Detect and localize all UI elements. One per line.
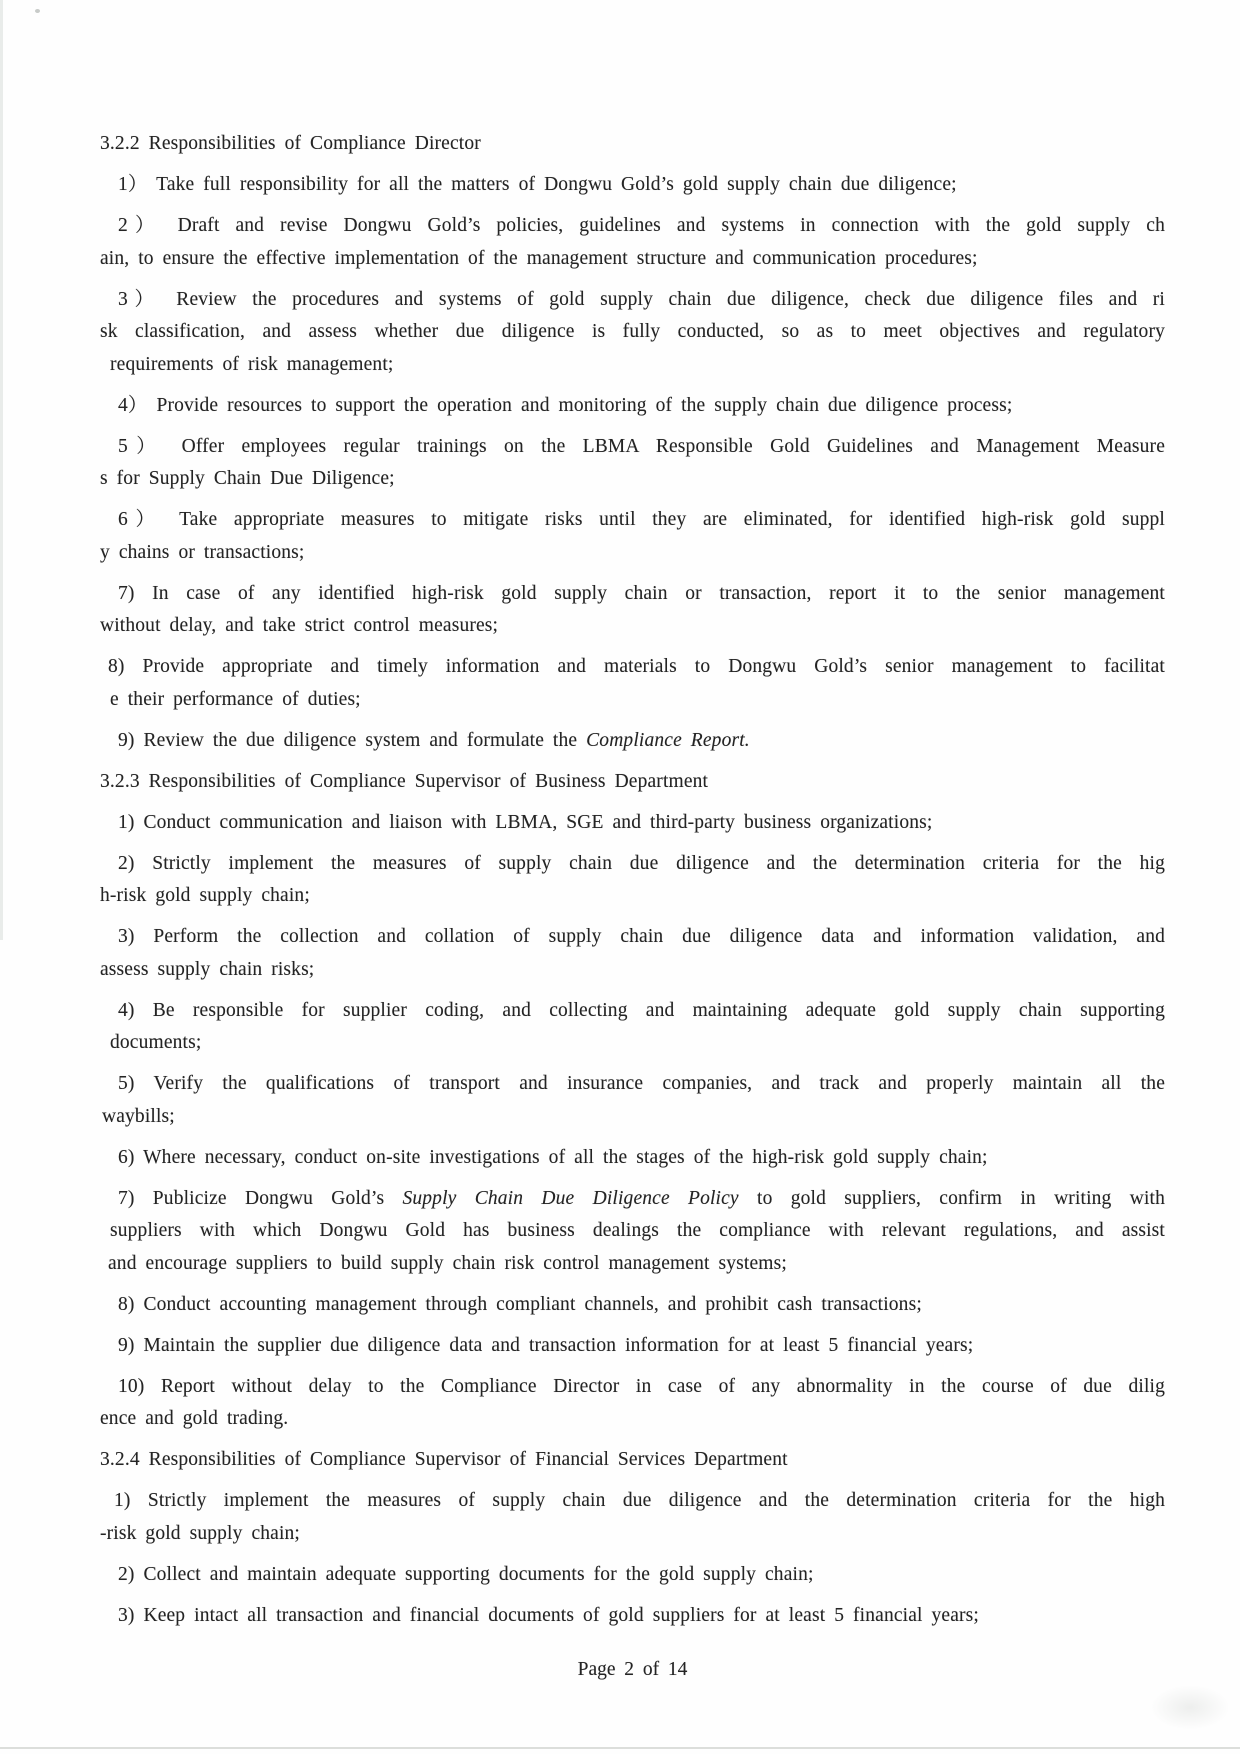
paragraph xyxy=(100,995,1165,1060)
text-line: 2) Strictly implement the measures of supply chain due diligence and the determination criteria for the hig xyxy=(118,852,1165,874)
document-body xyxy=(100,128,1165,1632)
text-line: e their performance of duties; xyxy=(110,688,361,710)
text-line: -risk gold supply chain; xyxy=(100,1522,300,1544)
text-line: s for Supply Chain Due Diligence; xyxy=(100,468,395,489)
paragraph xyxy=(100,1289,1165,1322)
text-line: 3) Keep intact all transaction and financial documents of gold suppliers for at least 5 financial years; xyxy=(118,1604,979,1626)
page-number: Page 2 of 14 xyxy=(577,1659,688,1680)
paragraph xyxy=(100,1142,1165,1175)
text-line: 5) Verify the qualifications of transport and insurance companies, and track and properly maintain all the xyxy=(118,1073,1165,1094)
text-line: waybills; xyxy=(102,1105,175,1127)
paragraph xyxy=(100,807,1165,840)
text-line: 3.2.3 Responsibilities of Compliance Supervisor of Business Department xyxy=(100,770,709,792)
text-line: 2） Draft and revise Dongwu Gold’s policies, guidelines and systems in connection with the gold supply ch xyxy=(118,215,1165,236)
paragraph xyxy=(100,504,1165,569)
text-line: 7) Publicize Dongwu Gold’s Supply Chain Due Diligence Policy to gold suppliers, confirm in writing with xyxy=(118,1187,1165,1209)
text-line: documents; xyxy=(110,1032,202,1053)
text-line: ence and gold trading. xyxy=(100,1408,289,1429)
paragraph xyxy=(100,1330,1165,1363)
text-line: h-risk gold supply chain; xyxy=(100,885,310,906)
text-line: assess supply chain risks; xyxy=(100,958,315,980)
text-line: 3.2.4 Responsibilities of Compliance Supervisor of Financial Services Department xyxy=(100,1449,788,1470)
text-line: y chains or transactions; xyxy=(100,541,305,563)
text-line: and encourage suppliers to build supply chain risk control management systems; xyxy=(108,1252,787,1274)
scan-smudge-artifact xyxy=(1150,1685,1230,1730)
scan-edge-artifact xyxy=(0,1747,1240,1749)
text-line: 9) Review the due diligence system and formulate the Compliance Report. xyxy=(118,729,750,751)
text-line: suppliers with which Dongwu Gold has business dealings the compliance with relevant regulations, and assist xyxy=(110,1220,1165,1241)
text-line: 3.2.2 Responsibilities of Compliance Director xyxy=(100,133,481,154)
paragraph xyxy=(100,1600,1165,1633)
paragraph xyxy=(100,1068,1165,1133)
text-line: 1） Take full responsibility for all the matters of Dongwu Gold’s gold supply chain due diligence; xyxy=(118,174,957,195)
text-line: ain, to ensure the effective implementation of the management structure and communication procedures; xyxy=(100,247,978,269)
text-line: 1) Strictly implement the measures of supply chain due diligence and the determination criteria for the high xyxy=(114,1490,1165,1511)
paragraph xyxy=(100,1371,1165,1436)
text-line: 4） Provide resources to support the operation and monitoring of the supply chain due diligence process; xyxy=(118,394,1013,416)
text-line: 3) Perform the collection and collation of supply chain due diligence data and information validation, and xyxy=(118,926,1165,947)
text-line: sk classification, and assess whether due diligence is fully conducted, so as to meet objectives and regulatory xyxy=(100,321,1165,342)
text-line: 4) Be responsible for supplier coding, and collecting and maintaining adequate gold supply chain supporting xyxy=(118,999,1165,1021)
text-line: 8) Conduct accounting management through compliant channels, and prohibit cash transactions; xyxy=(118,1293,922,1315)
paragraph xyxy=(100,578,1165,643)
paragraph xyxy=(100,210,1165,275)
text-line: 2) Collect and maintain adequate supporting documents for the gold supply chain; xyxy=(118,1563,814,1585)
paragraph xyxy=(100,1485,1165,1550)
text-line: 6） Take appropriate measures to mitigate risks until they are eliminated, for identified high-risk gold suppl xyxy=(118,509,1165,530)
paragraph xyxy=(100,1559,1165,1592)
paragraph xyxy=(100,284,1165,382)
paragraph xyxy=(100,431,1165,496)
paragraph xyxy=(100,651,1165,716)
section-heading xyxy=(100,766,1165,799)
section-heading xyxy=(100,1444,1165,1477)
text-line: 10) Report without delay to the Compliance Director in case of any abnormality in the course of due dilig xyxy=(118,1375,1165,1397)
paragraph xyxy=(100,921,1165,986)
text-line: requirements of risk management; xyxy=(110,353,394,375)
text-line: 6) Where necessary, conduct on-site investigations of all the stages of the high-risk gold supply chain; xyxy=(118,1146,988,1168)
text-line: 9) Maintain the supplier due diligence data and transaction information for at least 5 financial years; xyxy=(118,1334,974,1356)
paragraph xyxy=(100,169,1165,202)
scan-edge-artifact xyxy=(0,0,3,940)
text-line: 1) Conduct communication and liaison with LBMA, SGE and third-party business organizations; xyxy=(118,811,933,833)
text-line: 3） Review the procedures and systems of gold supply chain due diligence, check due diligence files and ri xyxy=(118,288,1165,310)
paragraph xyxy=(100,390,1165,423)
paragraph xyxy=(100,725,1165,758)
paragraph xyxy=(100,1183,1165,1281)
text-line: without delay, and take strict control measures; xyxy=(100,615,499,636)
paragraph xyxy=(100,848,1165,913)
text-line: 8) Provide appropriate and timely information and materials to Dongwu Gold’s senior management to facilitat xyxy=(108,656,1165,677)
text-line: 7) In case of any identified high-risk gold supply chain or transaction, report it to the senior management xyxy=(118,582,1165,604)
page-footer xyxy=(100,1654,1165,1686)
section-heading xyxy=(100,128,1165,161)
text-line: 5） Offer employees regular trainings on the LBMA Responsible Gold Guidelines and Management Measure xyxy=(118,435,1165,457)
scan-dot-artifact xyxy=(35,9,40,13)
